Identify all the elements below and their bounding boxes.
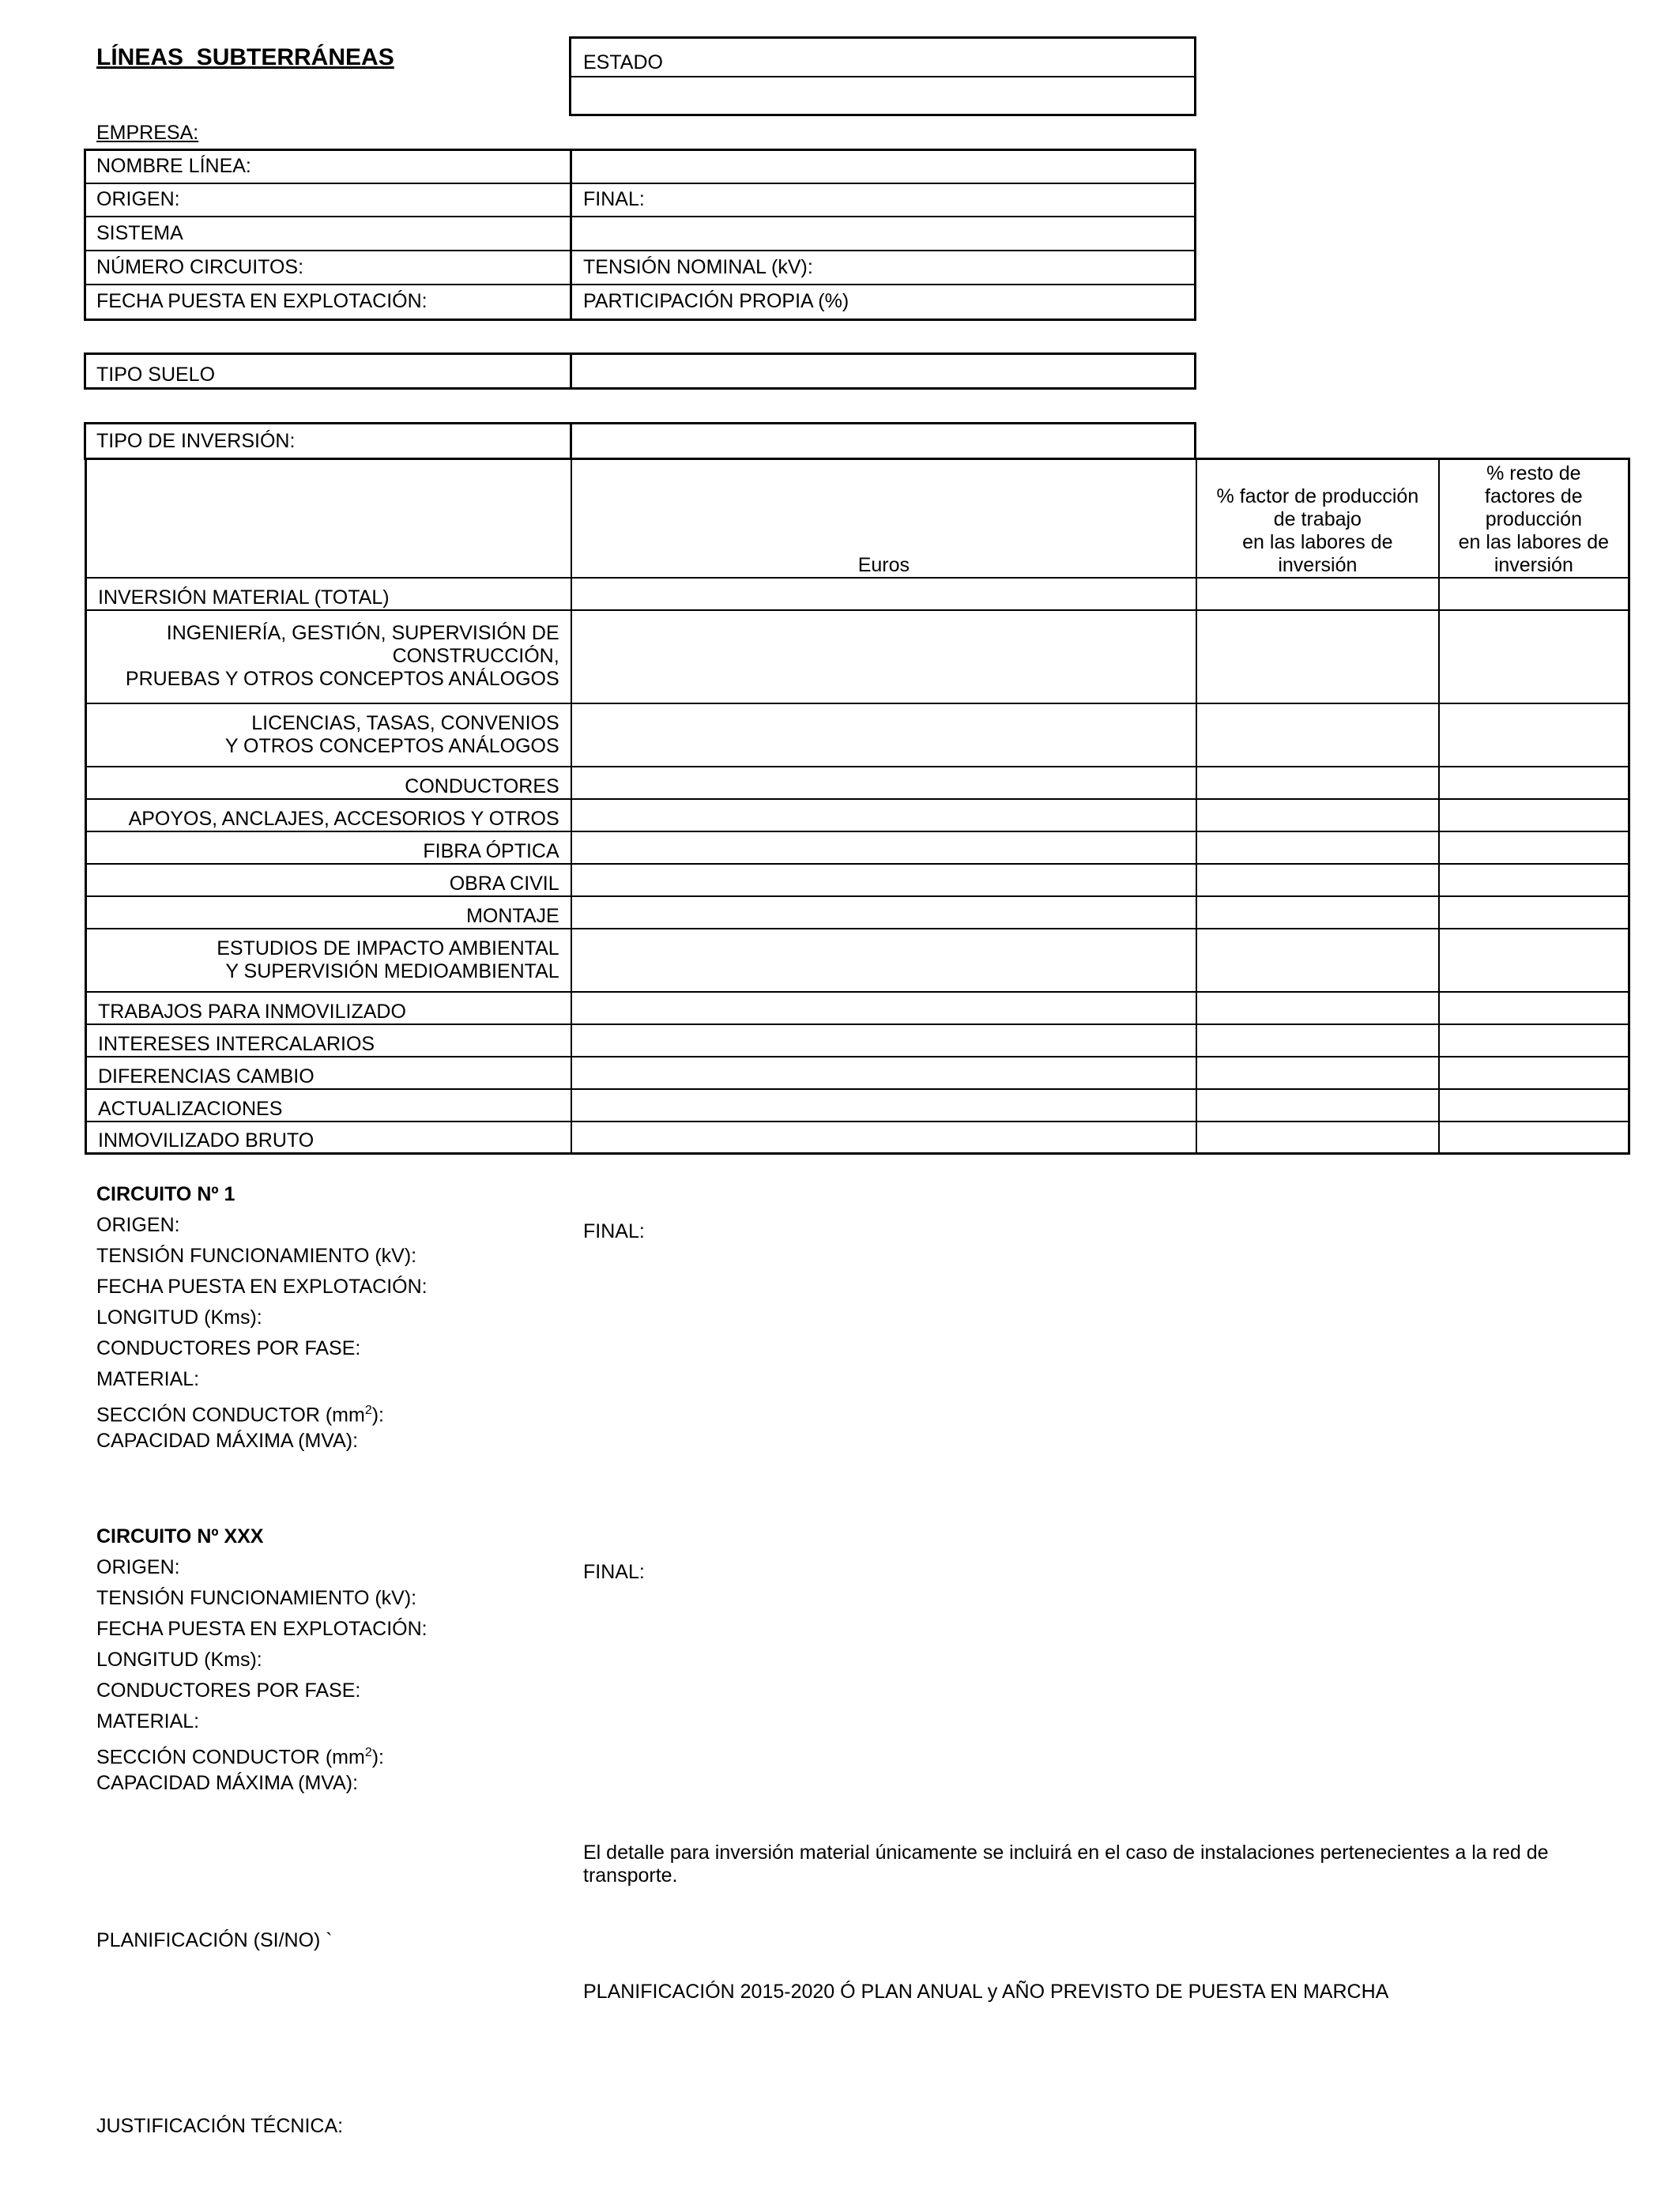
factor-cell[interactable] <box>1196 578 1439 610</box>
line-info-col-divider <box>570 149 572 321</box>
col-factor-line-3: en las labores de <box>1242 530 1393 553</box>
euros-cell[interactable] <box>571 831 1196 864</box>
table-row <box>86 578 1629 610</box>
euros-cell[interactable] <box>571 578 1196 610</box>
resto-cell[interactable] <box>1439 864 1629 896</box>
resto-cell[interactable] <box>1439 896 1629 929</box>
tension-nominal-label: TENSIÓN NOMINAL (kV): <box>583 256 813 278</box>
circuito-1-longitud: LONGITUD (Kms): <box>96 1306 262 1329</box>
circuito-1-fecha: FECHA PUESTA EN EXPLOTACIÓN: <box>96 1276 428 1298</box>
row-label <box>86 703 571 767</box>
resto-cell[interactable] <box>1439 767 1629 799</box>
header-concept-cell <box>86 459 571 578</box>
table-row <box>86 1089 1629 1122</box>
euros-cell[interactable] <box>571 896 1196 929</box>
col-factor-line-1: % factor de producción <box>1216 484 1419 507</box>
factor-cell[interactable] <box>1196 1057 1439 1089</box>
planificacion-label: PLANIFICACIÓN (SI/NO) ` <box>96 1929 333 1951</box>
resto-cell[interactable] <box>1439 831 1629 864</box>
table-row <box>86 864 1629 896</box>
circuito-1-tension: TENSIÓN FUNCIONAMIENTO (kV): <box>96 1245 417 1267</box>
circuito-xxx-origen: ORIGEN: <box>96 1556 180 1578</box>
resto-cell[interactable] <box>1439 1057 1629 1089</box>
euros-cell[interactable] <box>571 1024 1196 1057</box>
circuito-1-section <box>96 1179 428 1457</box>
circuito-xxx-capacidad: CAPACIDAD MÁXIMA (MVA): <box>96 1772 359 1794</box>
row-label-line: PRUEBAS Y OTROS CONCEPTOS ANÁLOGOS <box>125 668 559 690</box>
estado-label: ESTADO <box>583 51 663 74</box>
row-label: INMOVILIZADO BRUTO <box>86 1122 571 1154</box>
row-label: TRABAJOS PARA INMOVILIZADO <box>86 992 571 1024</box>
seccion-text: SECCIÓN CONDUCTOR (mm <box>96 1404 365 1427</box>
row-label: ACTUALIZACIONES <box>86 1089 571 1122</box>
row-label-line: CONSTRUCCIÓN, <box>392 645 559 667</box>
row-label: INTERESES INTERCALARIOS <box>86 1024 571 1057</box>
row-label: OBRA CIVIL <box>86 864 571 896</box>
participacion-label: PARTICIPACIÓN PROPIA (%) <box>583 290 849 312</box>
factor-cell[interactable] <box>1196 992 1439 1024</box>
circuito-1-capacidad: CAPACIDAD MÁXIMA (MVA): <box>96 1430 359 1452</box>
euros-cell[interactable] <box>571 992 1196 1024</box>
circuito-xxx-final: FINAL: <box>583 1561 645 1583</box>
resto-cell[interactable] <box>1439 703 1629 767</box>
header-factor-cell <box>1196 459 1439 578</box>
tipo-inversion-col-divider <box>570 422 572 460</box>
table-row <box>86 929 1629 992</box>
circuito-1-final: FINAL: <box>583 1220 645 1242</box>
col-resto-line-4: en las labores de <box>1458 530 1610 553</box>
circuito-xxx-section <box>96 1521 428 1799</box>
row-label: INVERSIÓN MATERIAL (TOTAL) <box>86 578 571 610</box>
euros-cell[interactable] <box>571 929 1196 992</box>
circuito-xxx-fecha: FECHA PUESTA EN EXPLOTACIÓN: <box>96 1618 428 1640</box>
seccion-sup: 2 <box>364 1746 372 1759</box>
row-label-line: Y SUPERVISIÓN MEDIOAMBIENTAL <box>225 959 559 982</box>
table-row <box>86 703 1629 767</box>
table-row <box>86 896 1629 929</box>
table-row <box>86 799 1629 831</box>
circuito-1-origen: ORIGEN: <box>96 1214 180 1236</box>
resto-cell[interactable] <box>1439 610 1629 703</box>
factor-cell[interactable] <box>1196 767 1439 799</box>
col-factor-line-4: inversión <box>1278 553 1358 576</box>
circuito-xxx-tension: TENSIÓN FUNCIONAMIENTO (kV): <box>96 1587 417 1609</box>
row-label: FIBRA ÓPTICA <box>86 831 571 864</box>
sistema-label: SISTEMA <box>96 222 183 244</box>
row-label-line: INGENIERÍA, GESTIÓN, SUPERVISIÓN DE <box>166 622 559 644</box>
factor-cell[interactable] <box>1196 831 1439 864</box>
table-row <box>86 992 1629 1024</box>
table-row <box>86 1057 1629 1089</box>
circuito-xxx-longitud: LONGITUD (Kms): <box>96 1649 262 1671</box>
tipo-inversion-label: TIPO DE INVERSIÓN: <box>96 430 296 452</box>
line-info-row-divider-2 <box>84 216 1196 217</box>
justificacion-label: JUSTIFICACIÓN TÉCNICA: <box>96 2115 344 2137</box>
factor-cell[interactable] <box>1196 1089 1439 1122</box>
factor-cell[interactable] <box>1196 703 1439 767</box>
resto-cell[interactable] <box>1439 799 1629 831</box>
resto-cell[interactable] <box>1439 929 1629 992</box>
empresa-label: EMPRESA: <box>96 122 199 144</box>
resto-cell[interactable] <box>1439 1089 1629 1122</box>
col-euros-label: Euros <box>857 553 910 576</box>
tipo-suelo-label: TIPO SUELO <box>96 364 216 386</box>
factor-cell[interactable] <box>1196 929 1439 992</box>
table-header-row <box>86 459 1629 578</box>
table-row <box>86 1122 1629 1154</box>
circuito-xxx-conductores: CONDUCTORES POR FASE: <box>96 1679 361 1702</box>
resto-cell[interactable] <box>1439 992 1629 1024</box>
row-label: MONTAJE <box>86 896 571 929</box>
line-info-row-divider-3 <box>84 250 1196 251</box>
final-label: FINAL: <box>583 188 645 210</box>
estado-field[interactable] <box>572 78 1193 113</box>
table-row <box>86 767 1629 799</box>
euros-cell[interactable] <box>571 799 1196 831</box>
resto-cell[interactable] <box>1439 1024 1629 1057</box>
euros-cell[interactable] <box>571 610 1196 703</box>
row-label <box>86 929 571 992</box>
factor-cell[interactable] <box>1196 610 1439 703</box>
resto-cell[interactable] <box>1439 578 1629 610</box>
header-resto-cell <box>1439 459 1629 578</box>
table-row <box>86 610 1629 703</box>
seccion-close: ): <box>371 1404 384 1427</box>
table-row <box>86 1024 1629 1057</box>
page-title: LÍNEAS SUBTERRÁNEAS <box>96 44 394 70</box>
planificacion-detail: PLANIFICACIÓN 2015-2020 Ó PLAN ANUAL y AÑO PREVISTO DE PUESTA EN MARCHA <box>583 1981 1389 2003</box>
col-resto-line-3: producción <box>1485 507 1582 530</box>
circuito-xxx-material: MATERIAL: <box>96 1710 200 1732</box>
circuito-1-title: CIRCUITO Nº 1 <box>96 1183 235 1205</box>
circuito-xxx-seccion <box>96 1737 428 1768</box>
row-label: DIFERENCIAS CAMBIO <box>86 1057 571 1089</box>
estado-divider <box>569 76 1196 77</box>
tipo-suelo-col-divider <box>570 352 572 390</box>
circuito-1-conductores: CONDUCTORES POR FASE: <box>96 1337 361 1359</box>
factor-cell[interactable] <box>1196 799 1439 831</box>
euros-cell[interactable] <box>571 1057 1196 1089</box>
row-label-line: LICENCIAS, TASAS, CONVENIOS <box>251 711 559 734</box>
row-label: CONDUCTORES <box>86 767 571 799</box>
seccion-sup: 2 <box>364 1404 372 1417</box>
table-row <box>86 831 1629 864</box>
col-resto-line-5: inversión <box>1494 553 1573 576</box>
tipo-inversion-field[interactable] <box>574 425 1193 457</box>
row-label: APOYOS, ANCLAJES, ACCESORIOS Y OTROS <box>86 799 571 831</box>
investment-table <box>85 458 1630 1155</box>
tipo-suelo-field[interactable] <box>574 356 1193 386</box>
factor-cell[interactable] <box>1196 896 1439 929</box>
circuito-1-seccion <box>96 1395 428 1426</box>
seccion-text: SECCIÓN CONDUCTOR (mm <box>96 1746 365 1769</box>
factor-cell[interactable] <box>1196 1122 1439 1154</box>
row-label <box>86 610 571 703</box>
col-factor-line-2: de trabajo <box>1273 507 1362 530</box>
factor-cell[interactable] <box>1196 1024 1439 1057</box>
col-resto-line-1: % resto de <box>1486 462 1581 484</box>
resto-cell[interactable] <box>1439 1122 1629 1154</box>
col-resto-line-2: factores de <box>1485 484 1583 507</box>
line-info-row-divider-4 <box>84 284 1196 285</box>
detalle-note-line-1: El detalle para inversión material únicamente se incluirá en el caso de instalaciones pertenecientes a la red de <box>583 1842 1549 1864</box>
circuito-xxx-title: CIRCUITO Nº XXX <box>96 1525 264 1547</box>
row-label-line: ESTUDIOS DE IMPACTO AMBIENTAL <box>217 937 559 959</box>
factor-cell[interactable] <box>1196 864 1439 896</box>
circuito-1-material: MATERIAL: <box>96 1368 200 1390</box>
row-label-line: Y OTROS CONCEPTOS ANÁLOGOS <box>224 734 559 757</box>
euros-cell[interactable] <box>571 864 1196 896</box>
origen-label: ORIGEN: <box>96 188 180 210</box>
euros-cell[interactable] <box>571 1089 1196 1122</box>
detalle-note-line-2: transporte. <box>583 1864 678 1887</box>
numero-circuitos-label: NÚMERO CIRCUITOS: <box>96 256 304 278</box>
nombre-linea-label: NOMBRE LÍNEA: <box>96 155 251 177</box>
euros-cell[interactable] <box>571 1122 1196 1154</box>
fecha-puesta-label: FECHA PUESTA EN EXPLOTACIÓN: <box>96 290 428 312</box>
euros-cell[interactable] <box>571 767 1196 799</box>
header-euros-cell <box>571 459 1196 578</box>
euros-cell[interactable] <box>571 703 1196 767</box>
seccion-close: ): <box>371 1746 384 1769</box>
line-info-row-divider-1 <box>84 183 1196 184</box>
